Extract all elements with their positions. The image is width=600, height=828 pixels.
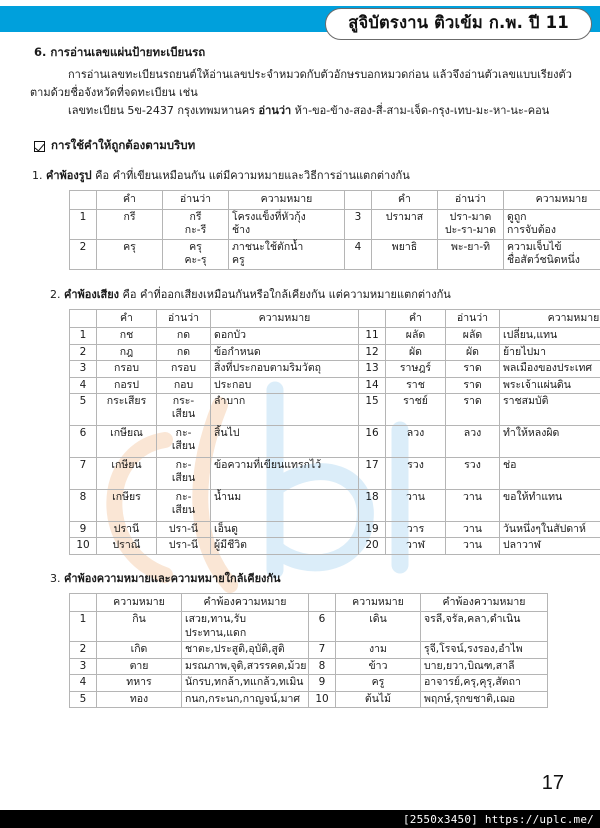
cell-meaning-right: ข้าว (336, 658, 421, 674)
table-row (70, 675, 548, 691)
cell-reading-right: ราด (446, 377, 500, 393)
cell-index-left: 8 (70, 490, 97, 522)
col-synonym-left: คำพ้องความหมาย (182, 593, 309, 611)
cell-reading-left: กด (157, 328, 211, 344)
col-meaning-right: ความหมาย (500, 309, 600, 327)
cell-meaning-left: เกิด (97, 642, 182, 658)
homophone-table-body (70, 328, 600, 555)
cell-index-right: 8 (309, 658, 336, 674)
cell-index-left: 1 (70, 209, 97, 239)
cell-meaning-right: วันหนึ่งๆในสัปดาห์ (500, 522, 600, 538)
cell-synonyms-left: นักรบ,ทกล้า,ทแกล้ว,ทเมิน (182, 675, 309, 691)
table-row (70, 361, 600, 377)
cell-index-left: 2 (70, 239, 97, 269)
item-3-heading (50, 569, 574, 587)
cell-word-right: ปรามาส (372, 209, 438, 239)
cell-meaning-left: ทหาร (97, 675, 182, 691)
cell-meaning-right: ปลาวาฬ (500, 538, 600, 554)
col-synonym-right: คำพ้องความหมาย (421, 593, 548, 611)
cell-word-right: ราชย์ (386, 394, 446, 426)
cell-meaning-right: พลเมืองของประเทศ (500, 361, 600, 377)
cell-reading-right: พะ-ยา-ทิ (438, 239, 504, 269)
item-2-title: คำพ้องเสียง (64, 287, 120, 301)
cell-meaning-right: พระเจ้าแผ่นดิน (500, 377, 600, 393)
cell-meaning-left: โครงแข็งที่หัวกุ้ง ช้าง (229, 209, 345, 239)
cell-index-right: 17 (359, 458, 386, 490)
cell-word-left: ปรานี (97, 522, 157, 538)
col-index-left (70, 593, 97, 611)
cell-index-right: 20 (359, 538, 386, 554)
cell-index-right: 13 (359, 361, 386, 377)
cell-word-right: ผัด (386, 344, 446, 360)
table-row (70, 458, 600, 490)
cell-meaning-right: ความเจ็บไข้ ชื่อสัตว์ชนิดหนึ่ง (504, 239, 600, 269)
cell-word-right: วาน (386, 490, 446, 522)
cell-index-left: 4 (70, 377, 97, 393)
cell-index-right: 15 (359, 394, 386, 426)
table-row (70, 377, 600, 393)
cell-meaning-right: ช่อ (500, 458, 600, 490)
cell-meaning-right: ต้นไม้ (336, 691, 421, 707)
cell-reading-left: กระ- เสียน (157, 394, 211, 426)
item-2-heading (50, 285, 574, 303)
cell-index-right: 19 (359, 522, 386, 538)
cell-index-left: 2 (70, 642, 97, 658)
cell-index-right: 4 (345, 239, 372, 269)
cell-word-right: ราช (386, 377, 446, 393)
cell-index-left: 5 (70, 691, 97, 707)
cell-word-left: กรอบ (97, 361, 157, 377)
example-bold-label: อ่านว่า (258, 104, 292, 118)
cell-synonyms-left: กนก,กระนก,กาญจน์,มาศ (182, 691, 309, 707)
cell-synonyms-left: เสวย,ทาน,รับประทาน,แดก (182, 612, 309, 642)
cell-index-left: 1 (70, 612, 97, 642)
cell-meaning-left: ภาชนะใช้ตักน้ำ ครู (229, 239, 345, 269)
cell-meaning-right: ราชสมบัติ (500, 394, 600, 426)
cell-meaning-right: เปลี่ยน,แทน (500, 328, 600, 344)
item-1-title: คำพ้องรูป (46, 169, 92, 183)
cell-meaning-left: ผู้มีชีวิต (211, 538, 359, 554)
cell-meaning-left: ดอกบัว (211, 328, 359, 344)
item-2-description: คือ คำที่ออกเสียงเหมือนกันหรือใกล้เคียงกัน แต่ความหมายแตกต่างกัน (119, 287, 451, 301)
cell-meaning-left: เอ็นดู (211, 522, 359, 538)
cell-meaning-left: ข้อกำหนด (211, 344, 359, 360)
homophone-table (69, 309, 600, 555)
cell-index-right: 6 (309, 612, 336, 642)
cell-meaning-right: เดิน (336, 612, 421, 642)
cell-index-left: 5 (70, 394, 97, 426)
cell-index-right: 10 (309, 691, 336, 707)
cell-reading-left: กรี กะ-รี (163, 209, 229, 239)
cell-reading-right: ลวง (446, 426, 500, 458)
item-2-number: 2. (50, 287, 61, 301)
cell-synonyms-right: พฤกษ์,รุกขชาติ,เฌอ (421, 691, 548, 707)
homograph-table-body (70, 209, 600, 269)
col-meaning-right: ความหมาย (504, 191, 600, 209)
cell-index-left: 7 (70, 458, 97, 490)
cell-word-right: ลวง (386, 426, 446, 458)
header-title-badge: สูจิบัตรงาน ติวเข้ม ก.พ. ปี 11 (325, 8, 592, 40)
cell-reading-left: ครุ คะ-รุ (163, 239, 229, 269)
status-text: [2550x3450] https://uplc.me/ (402, 812, 594, 826)
cell-meaning-left: กิน (97, 612, 182, 642)
cell-meaning-right: ย้ายไปมา (500, 344, 600, 360)
cell-word-left: ครุ (97, 239, 163, 269)
item-1-description: คือ คำที่เขียนเหมือนกัน แต่มีความหมายและวิธีการอ่านแตกต่างกัน (91, 169, 410, 183)
table-row (70, 344, 600, 360)
col-word-right: คำ (372, 191, 438, 209)
table-row (70, 239, 600, 269)
cell-reading-right: ปรา-มาด ปะ-รา-มาด (438, 209, 504, 239)
example-suffix: ห้า-ขอ-ข้าง-สอง-สี่-สาม-เจ็ด-กรุง-เทบ-มะ-หา-นะ-คอน (291, 104, 550, 118)
cell-meaning-left: ลำบาก (211, 394, 359, 426)
cell-reading-left: กะ- เสียน (157, 426, 211, 458)
cell-meaning-right: ขอให้ทำแทน (500, 490, 600, 522)
cell-index-right: 18 (359, 490, 386, 522)
table-row (70, 612, 548, 642)
item-1-heading (32, 166, 574, 184)
cell-word-left: กอรป (97, 377, 157, 393)
cell-word-right: ผลัด (386, 328, 446, 344)
table-row (70, 209, 600, 239)
table-row (70, 538, 600, 554)
cell-synonyms-right: จรลี,จรัล,คลา,ดำเนิน (421, 612, 548, 642)
col-index-right (359, 309, 386, 327)
col-index-right (309, 593, 336, 611)
paragraph-line-1: การอ่านเลขทะเบียนรถยนต์ให้อ่านเลขประจำหมวดกับตัวอักษรบอกหมวดก่อน แล้วจึงอ่านตัวเลขแบบเรียงตัว (68, 68, 572, 81)
col-word-left: คำ (97, 309, 157, 327)
homograph-table-head (70, 191, 600, 209)
cell-meaning-right: ทำให้หลงผิด (500, 426, 600, 458)
cell-word-right: พยาธิ (372, 239, 438, 269)
cell-word-left: ปราณี (97, 538, 157, 554)
synonym-table (69, 593, 548, 708)
synonym-table-head (70, 593, 548, 611)
col-meaning-right: ความหมาย (336, 593, 421, 611)
cell-word-left: กช (97, 328, 157, 344)
cell-reading-left: กอบ (157, 377, 211, 393)
checkbox-icon[interactable] (34, 141, 45, 152)
col-word-right: คำ (386, 309, 446, 327)
table-row (70, 658, 548, 674)
cell-reading-left: กะ- เสียน (157, 490, 211, 522)
cell-reading-right: วาน (446, 538, 500, 554)
cell-word-left: กฎ (97, 344, 157, 360)
table-header-row (70, 191, 600, 209)
cell-index-left: 3 (70, 361, 97, 377)
cell-index-left: 2 (70, 344, 97, 360)
cell-reading-right: วาน (446, 522, 500, 538)
cell-word-left: เกษียร (97, 490, 157, 522)
cell-meaning-left: ข้อความที่เขียนแทรกไว้ (211, 458, 359, 490)
cell-reading-right: วาน (446, 490, 500, 522)
homograph-table (69, 190, 600, 269)
synonym-table-body (70, 612, 548, 708)
table-row (70, 642, 548, 658)
homophone-table-head (70, 309, 600, 327)
checkbox-section-heading (34, 137, 574, 155)
item-3-title: คำพ้องความหมายและความหมายใกล้เคียงกัน (64, 571, 281, 585)
cell-index-left: 3 (70, 658, 97, 674)
page-number: 17 (541, 772, 564, 794)
cell-word-right: วาฬ (386, 538, 446, 554)
col-index-right (345, 191, 372, 209)
cell-synonyms-right: รุจี,โรจน์,รงรอง,อำไพ (421, 642, 548, 658)
table-header-row (70, 309, 600, 327)
cell-reading-left: ปรา-นี (157, 522, 211, 538)
cell-index-left: 10 (70, 538, 97, 554)
cell-word-left: กระเสียร (97, 394, 157, 426)
cell-word-right: รวง (386, 458, 446, 490)
table-row (70, 691, 548, 707)
cell-meaning-right: ครู (336, 675, 421, 691)
cell-index-left: 4 (70, 675, 97, 691)
cell-meaning-left: ประกอบ (211, 377, 359, 393)
cell-synonyms-left: มรณภาพ,จุติ,สวรรคต,ม้วย (182, 658, 309, 674)
cell-meaning-right: งาม (336, 642, 421, 658)
cell-index-right: 12 (359, 344, 386, 360)
section-6-heading: 6. การอ่านเลขแผ่นป้ายทะเบียนรถ (34, 45, 206, 59)
cell-reading-left: กะ- เสียน (157, 458, 211, 490)
paragraph-line-2: ตามด้วยชื่อจังหวัดที่จดทะเบียน เช่น (30, 86, 198, 100)
cell-reading-right: ผัด (446, 344, 500, 360)
cell-word-left: เกษียน (97, 458, 157, 490)
col-read-left: อ่านว่า (157, 309, 211, 327)
cell-reading-left: กรอบ (157, 361, 211, 377)
cell-word-left: กรี (97, 209, 163, 239)
item-1-number: 1. (32, 169, 43, 183)
cell-index-right: 14 (359, 377, 386, 393)
cell-reading-right: ราด (446, 394, 500, 426)
cell-index-right: 3 (345, 209, 372, 239)
cell-synonyms-left: ชาตะ,ประสูติ,อุบัติ,สูติ (182, 642, 309, 658)
table-row (70, 522, 600, 538)
cell-word-right: ราษฎร์ (386, 361, 446, 377)
cell-index-left: 9 (70, 522, 97, 538)
viewer-status-bar (0, 810, 600, 828)
table-row (70, 490, 600, 522)
cell-word-left: เกษียณ (97, 426, 157, 458)
cell-synonyms-right: บาย,ยวา,บิณฑ,สาลี (421, 658, 548, 674)
table-header-row (70, 593, 548, 611)
col-meaning-left: ความหมาย (211, 309, 359, 327)
cell-word-right: วาร (386, 522, 446, 538)
cell-meaning-left: สิ้นไป (211, 426, 359, 458)
cell-meaning-left: สิ่งที่ประกอบตามริมวัตถุ (211, 361, 359, 377)
table-row (70, 394, 600, 426)
col-word-left: คำ (97, 191, 163, 209)
col-read-left: อ่านว่า (163, 191, 229, 209)
cell-reading-right: รวง (446, 458, 500, 490)
table-row (70, 328, 600, 344)
col-index-left (70, 309, 97, 327)
cell-meaning-right: ดูถูก การจับต้อง (504, 209, 600, 239)
table-row (70, 426, 600, 458)
cell-synonyms-right: อาจารย์,ครุ,คุรุ,สัตถา (421, 675, 548, 691)
cell-reading-left: กด (157, 344, 211, 360)
section-6-paragraph (30, 66, 574, 120)
cell-index-right: 16 (359, 426, 386, 458)
cell-index-left: 1 (70, 328, 97, 344)
cell-index-left: 6 (70, 426, 97, 458)
cell-reading-right: ราด (446, 361, 500, 377)
cell-index-right: 9 (309, 675, 336, 691)
item-3-number: 3. (50, 571, 61, 585)
cell-index-right: 11 (359, 328, 386, 344)
col-meaning-left: ความหมาย (97, 593, 182, 611)
cell-meaning-left: ตาย (97, 658, 182, 674)
col-index-left (70, 191, 97, 209)
cell-meaning-left: น้ำนม (211, 490, 359, 522)
cell-index-right: 7 (309, 642, 336, 658)
checkbox-section-label: การใช้คำให้ถูกต้องตามบริบท (51, 138, 196, 153)
col-read-right: อ่านว่า (438, 191, 504, 209)
example-prefix: เลขทะเบียน 5ข-2437 กรุงเทพมหานคร (68, 104, 259, 118)
col-meaning-left: ความหมาย (229, 191, 345, 209)
col-read-right: อ่านว่า (446, 309, 500, 327)
cell-meaning-left: ทอง (97, 691, 182, 707)
cell-reading-left: ปรา-นี (157, 538, 211, 554)
cell-reading-right: ผลัด (446, 328, 500, 344)
